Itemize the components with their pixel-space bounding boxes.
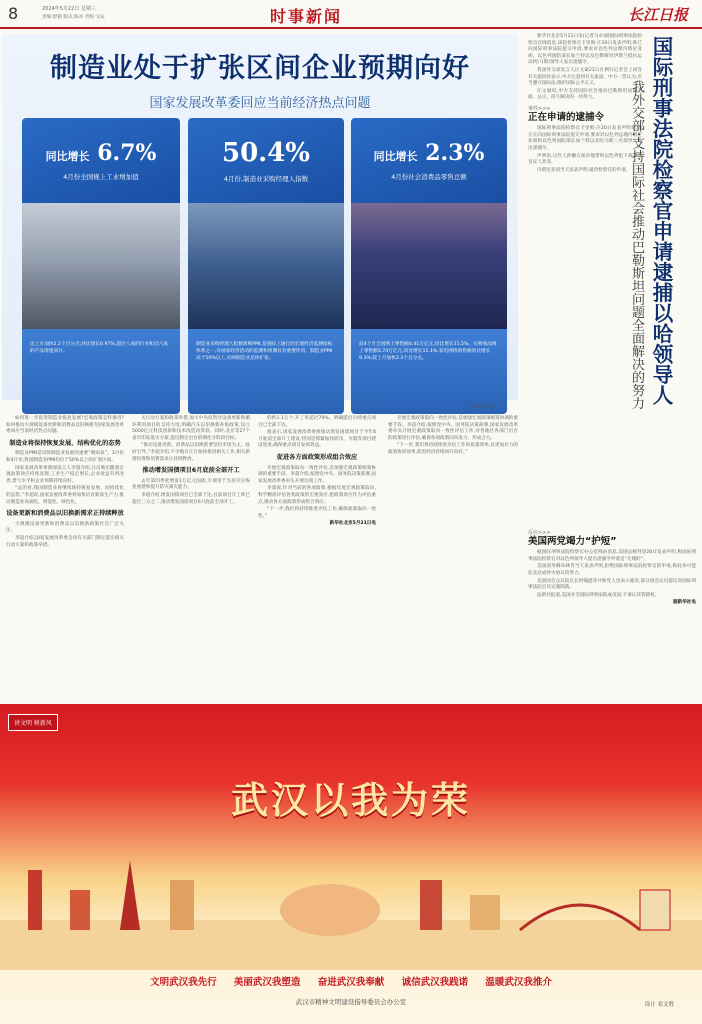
stat-label: 4月份,制造业采购经理人指数 [223,175,309,183]
stat-value: 50.4% [221,138,311,168]
slogan: 文明武汉我先行 [150,977,217,988]
stat-card-head [351,118,507,203]
kicker-label: 反应>>> [528,530,551,536]
kicker-label: 事件>>> [528,105,551,112]
port-photo [188,203,344,329]
slogan: 温暖武汉我推介 [485,977,552,988]
header-rule [0,27,702,29]
banner-slogans [0,974,702,988]
banner-title: 武汉以我为荣 [231,778,471,822]
right-article-body: 新华社北京5月21日电(记者马卓)据国际刑事法院检察官官网消息,该院检察官卡里姆·汗20日发表声明,称已向国际刑事法院提交申请,要求对以色列总理内塔尼亚胡、以色列国防部长加兰特以及巴勒斯坦伊斯兰抵抗运动(哈马斯)领导人发出逮捕令。 我国外交部发言人汪文斌21日在例行记者会上回答有关提问时表示,中方注意到有关报道。中方一贯认为,应当遵守国际法,维护国际公平正义。 汪文斌说,中方支持国际社会推动巴勒斯坦问题全面、公正、持久解决的一切努力。 事件>>> 正在申请的逮捕令 国际刑事法院检察官卡里姆·汗20日发表声明说,他正在向国际刑事法院提交申请,要求对以色列总理内塔尼亚胡和以色列国防部长加兰特以及哈马斯三名领导人发出逮捕令。 声明说,这些人涉嫌在加沙地带和以色列犯下战争罪及反人类罪。 内塔尼亚胡当天发表声明,谴责检察官的申请。 [528,34,642,173]
section-heading: 推动增发国债项目6月底前全部开工 [142,467,240,475]
article-column-4: 开展宏观政策取向一致性评估,是加强宏观政策统筹协调的重要手段。李超介绍,按照党中央、国务院决策部署,国家发展改革委牵头开展宏观政策取向一致性评估工作,对各地区各部门出台的政策进行评估,确保各项政策同向发力、形成合力。 “下一步,我们将持续推进评估工作的质量效率,以更加有力的政策协同效果,促进经济持续回升向好。” [388,416,518,455]
slogan: 诚信武汉我践诺 [401,977,469,988]
stat-label: 4月份社会消费品零售总额 [391,173,467,181]
main-headline: 制造业处于扩张区间企业预期向好 [50,53,470,84]
slogan: 美丽武汉我塑造 [233,977,301,988]
slogan: 奋进武汉我奉献 [317,977,385,988]
stat-value: 6.7% [97,140,157,166]
campaign-logo: 讲文明 树新风 [8,714,58,731]
section-heading: 制造业将保持恢复发展、结构优化的态势 [9,439,121,447]
stat-prefix: 同比增长 [45,150,90,163]
issue-date: 2024年5月22日 星期三 [42,6,96,12]
stat-card-retail [351,118,507,414]
article-column-3: 的约1.1万个,开工率超过70%。明确提出后续重点项目已全部下达。 他表示,国家发展改革委将推动增发国债项目于今年6月底前全部开工建设,特别是抓紧加快防汛、水毁等项目建设进度,确保重点项目发挥效益。 促进各方面政策形成组合效应 开展宏观政策取向一致性评估,是加强宏观政策统筹协调的重要手段。李超介绍,按照党中央、国务院决策部署,国家发展改革委牵头开展这项工作。 李超说,针对当前的各项政策,根据年度宏观政策取向,科学精准评估各类政策的宏观效应,把政策效应作为评估重点,推动各方面政策形成组合效应。 “下一步,我们将持续推进评估工作,确保政策取向一致性。” 新华社北京5月21日电 [258,416,376,527]
stat-card-head [22,118,180,203]
page-header [0,0,702,30]
stat-caption: 前4个月全国网上零售额4.41万亿元,同比增长11.5%。实物商品网上零售额3.74万亿元,同比增长11.1%,家电网络销售额同比增长9.3%,较上月加快2.3个百分点。 [351,329,507,414]
expo-photo [22,203,180,329]
section-heading: 促进各方面政策形成组合效应 [276,453,358,461]
right-headline: 国际刑事法院检察官申请逮捕以哈领导人 [649,36,673,405]
article-column-1: 如何进一步促进制造业恢复发展?宏观政策怎样推进?如何推动大规模设备更新和消费品以旧换新?国家发展改革委回应当前经济热点问题。 制造业将保持恢复发展、结构优化的态势 制造业PMI是反映制造业发展的重要“晴雨表”。3月份和4月份,我国制造业PMI均位于50%以上的扩张区间。 国家发展改革委新闻发言人李超介绍,这反映出随着宏观政策效应持续显现,工业生产稳定增长,企业效益有所改善,景气水平和企业预期持续向好。 “总的看,我国制造业将继续保持恢复发展、结构优化的态势。”李超说,国家发展改革委将加快培育新质生产力,推动制造业高端化、智能化、绿色化。 设备更新和消费品以旧换新需求正持续释放 大规模设备更新和消费品以旧换新政策社会广泛关注。 李超介绍,国家发展改革委会同有关部门制定落实相关行动方案和政策举措。 [6,416,124,548]
bridge-photo [351,203,507,329]
stat-card-industry [22,118,180,414]
stat-card-pmi [188,118,344,414]
byline: 据新华社电 [673,600,696,606]
stat-prefix: 同比增长 [373,150,418,163]
right-subhead: 我外交部:支持国际社会推动巴勒斯坦问题全面解决的努力 [629,80,644,410]
designer-credit: 设计 邓文胜 [644,1002,674,1008]
main-subhead: 国家发展改革委回应当前经济热点问题 [149,96,371,111]
stat-value: 2.3% [425,140,485,166]
stat-label: 4月份全国规上工业增加值 [63,173,139,181]
stat-caption: 比上月加快2.2个百分点;环比增长0.97%,超过八成的行业和近六成的产品增速回升。 [22,329,180,414]
byline: 新华社北京5月21日电 [329,521,376,527]
subsection-heading: 美国两党竭力“护短” [528,535,617,547]
section-heading: 设备更新和消费品以旧换新需求正持续释放 [6,510,124,518]
stat-caption: 制造业采购经理人指数简称PMI,是国际上通行的宏观经济监测指标体系之一,对国家经济活动的监测和预测具有重要作用。制造业PMI高于50%以上,反映制造业总体扩张。 [188,329,344,414]
section-title: 时事新闻 [270,7,343,26]
banner-sponsor: 武汉市精神文明建设指导委员会办公室 [295,998,407,1006]
editor-credits: 责编:舒鹤 版式:陈亦 责校:文辰 [42,15,105,20]
article-column-2: 关行动方案和政策举措,加大中央投资对设备更新和循环利用项目的支持力度,明确汽车以旧换新补贴政策,设立5000亿元科技创新和技术改造再贷款。同时,北京等27个省市印发落实方案,提出制定出台的细化分阶段目标。 “推动设备更新、消费品以旧换新要坚持市场为主、政府引导。”李超介绍,不少地方正在加快推进相关工作,相关新增投资和消费需求正持续释放。 推动增发国债项目6月底前全部开工 去年第四季度增发1万亿元国债,专项用于支持灾后恢复重建和提升防灾减灾能力。 李超介绍,增发国债项目已全部下达,目前项目开工率已超过三分之二,推动增发国债项目6月底前全部开工。 [132,416,250,505]
masthead-logo: 长江日报 [627,6,688,24]
city-skyline-illustration [0,850,702,970]
subsection-heading: 正在申请的逮捕令 [528,111,605,123]
right-article-lower: 反应>>> 美国两党竭力“护短” 据国际刑事法院检察官办公室网站消息,美国总统拜登20日发表声明,称国际刑事法院检察官对以色列领导人提出逮捕令申请是“无理的”。 美国国务卿布林肯当天发表声明,拒绝国际刑事法院检察官的申请,称此举可能危及达成停火协议的努力。 美国国会众议院议长约翰逊等共和党人也表示谴责,部分国会议员提议对国际刑事法院官员实施制裁。 法新社报道,美国并非国际刑事法院成员国,不承认其管辖权。 据新华社电 [528,530,696,606]
photo-source: 来源:新华社 [470,405,495,410]
page-number: 8 [8,4,19,23]
stat-card-head [188,118,344,203]
